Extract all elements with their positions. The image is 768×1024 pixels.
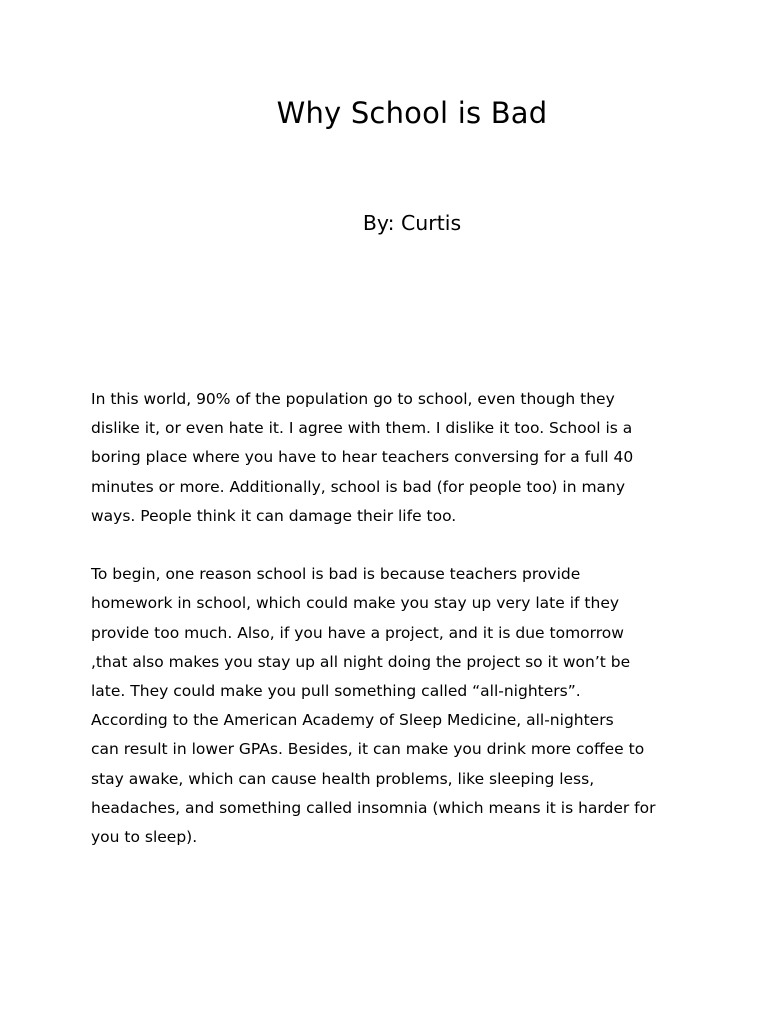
text-line: headaches, and something called insomnia (which means it is harder for <box>91 798 656 817</box>
document-title: Why School is Bad <box>276 96 548 130</box>
paragraph-2 <box>91 560 691 852</box>
text-line: can result in lower GPAs. Besides, it can make you drink more coffee to <box>91 740 645 759</box>
text-line: minutes or more. Additionally, school is bad (for people too) in many <box>91 477 626 496</box>
paragraph-1 <box>91 385 691 531</box>
text-line: In this world, 90% of the population go to school, even though they <box>91 390 615 408</box>
text-line: late. They could make you pull something called “all-nighters”. <box>91 682 581 701</box>
text-line: To begin, one reason school is bad is because teachers provide <box>91 565 581 584</box>
document-body <box>91 385 691 852</box>
text-line: ,that also makes you stay up all night doing the project so it won’t be <box>91 652 631 671</box>
text-line: provide too much. Also, if you have a project, and it is due tomorrow <box>91 623 624 642</box>
text-line: boring place where you have to hear teachers conversing for a full 40 <box>91 448 634 467</box>
text-line: you to sleep). <box>91 828 198 847</box>
text-line: homework in school, which could make you stay up very late if they <box>91 594 620 613</box>
author-byline: By: Curtis <box>362 211 462 235</box>
text-line: According to the American Academy of Sleep Medicine, all-nighters <box>91 711 614 730</box>
text-line: dislike it, or even hate it. I agree with them. I dislike it too. School is a <box>91 419 633 438</box>
text-line: stay awake, which can cause health problems, like sleeping less, <box>91 769 595 788</box>
text-line: ways. People think it can damage their life too. <box>91 506 457 525</box>
